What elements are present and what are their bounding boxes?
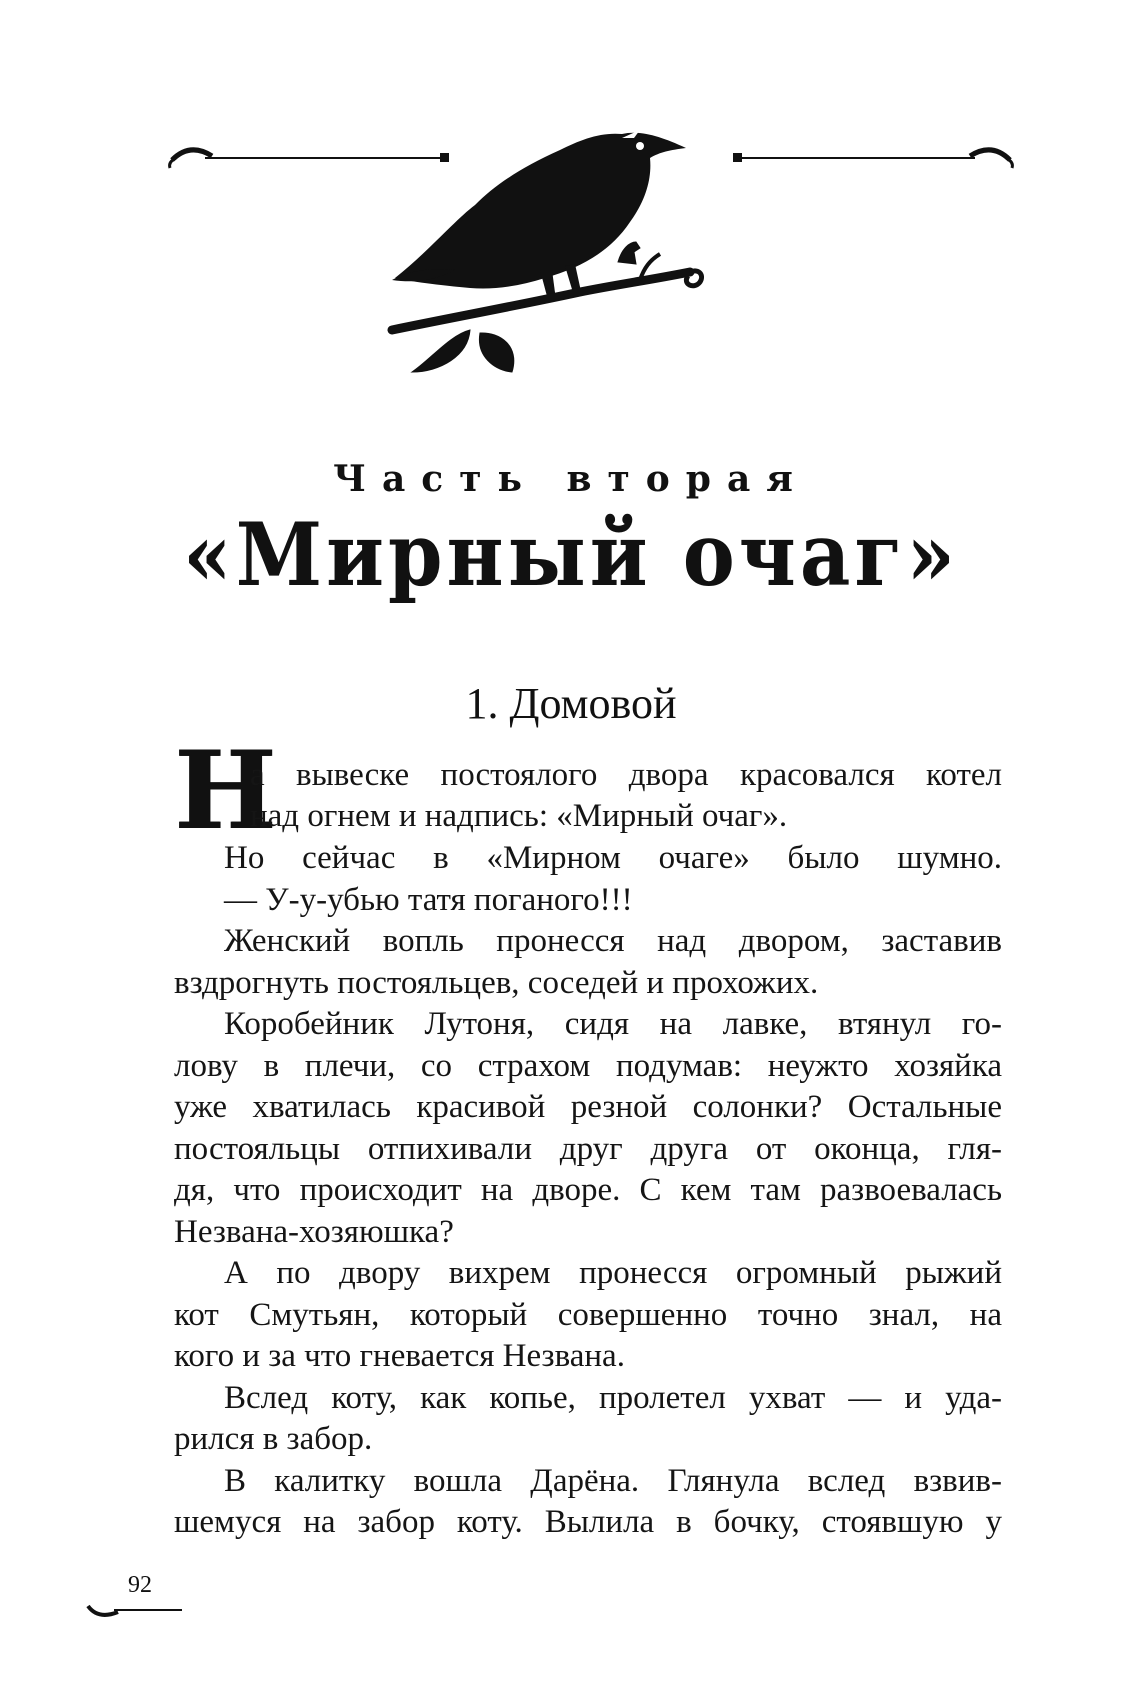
text-line: Женский вопль пронесся над двором, заставив — [224, 923, 1002, 959]
drop-cap: Н — [174, 728, 277, 854]
text-line: кого и за что гневается Незвана. — [174, 1338, 625, 1374]
text-line: рился в забор. — [174, 1421, 373, 1457]
text-line: Коробейник Лутоня, сидя на лавке, втянул го- — [224, 1006, 1002, 1042]
text-line: дя, что происходит на дворе. С кем там развоевалась — [174, 1172, 1002, 1208]
text-line: кот Смутьян, который совершенно точно знал, на — [174, 1297, 1002, 1333]
text-line: уже хватилась красивой резной солонки? Остальные — [174, 1089, 1002, 1125]
text-line: А по двору вихрем пронесся огромный рыжий — [224, 1255, 1002, 1291]
text-line: лову в плечи, со страхом подумав: неужто хозяйка — [174, 1048, 1002, 1084]
text-line: — У-у-убью татя поганого!!! — [224, 882, 633, 918]
part-title: «Мирный очаг» — [183, 504, 959, 607]
text-line: Незвана-хозяюшка? — [174, 1214, 454, 1250]
top-rule-right — [733, 150, 1012, 168]
top-rule-left — [170, 150, 449, 168]
part-label: Часть вторая — [333, 458, 809, 500]
text-line: шемуся на забор коту. Вылила в бочку, стоявшую у — [174, 1504, 1002, 1540]
text-line: постояльцы отпихивали друг друга от оконца, гля- — [174, 1131, 1002, 1167]
text-line: В калитку вошла Дарёна. Глянула вслед взвив- — [224, 1463, 1002, 1499]
footer-ornament — [84, 1596, 184, 1620]
text-line: над огнем и надпись: «Мирный очаг». — [250, 798, 788, 834]
text-line: вздрогнуть постояльцев, соседей и прохожих. — [174, 965, 819, 1001]
chapter-title: 1. Домовой — [465, 679, 677, 728]
raven-ornament — [0, 0, 1142, 440]
text-line: Но сейчас в «Мирном очаге» было шумно. — [224, 840, 1002, 876]
text-line: Вслед коту, как копье, пролетел ухват — и уда- — [224, 1380, 1002, 1416]
page-number: 92 — [128, 1572, 152, 1598]
text-line: а вывеске постоялого двора красовался котел — [250, 757, 1002, 793]
